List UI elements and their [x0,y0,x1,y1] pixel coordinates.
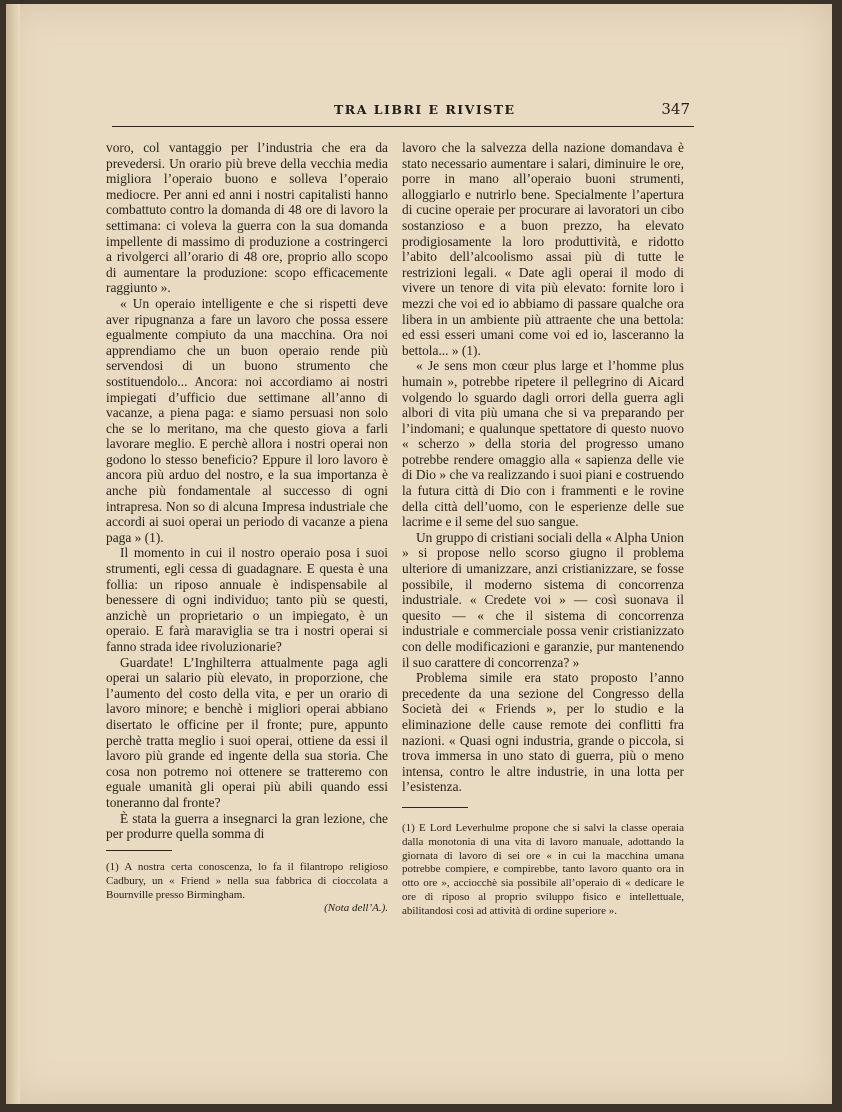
left-paragraph-5: È stata la guerra a insegnarci la gran lezione, che per produrre quella somma di [106,810,388,842]
page-number: 347 [661,100,690,118]
footnote-rule [402,807,468,808]
right-column [402,140,684,919]
right-paragraph-1: lavoro che la salvezza della nazione domandava è stato necessario aumentare i salari, diminuire le ore, porre in mano all’operaio buoni strumenti, alloggiarlo e nutrirlo bene. Specialmente l’apertura di cucine operaie per procurare ai lavoratori un cibo sostanzioso e a buon prezzo, ha elevato prodigiosamente la loro produttività, e ridotto l’abito dell’alcoolismo assai più di tutte le restrizioni legali. « Date agli operai il modo di vivere un tenore di vita più elevato: fornite loro i mezzi che voi ed io abbiamo di passare qualche ora libera in un ambiente più attraente che una bettola: ed essi esseri umani come voi ed io, lasceranno la bettola... » (1). [402,140,684,358]
footnote-rule [106,850,172,851]
right-paragraph-2: « Je sens mon cœur plus large et l’homme plus humain », potrebbe ripetere il pellegrino di Aicard volgendo lo sguardo dagli orrori della guerra agli albori di vita più umana che si va preparando per l’indomani; e qualunque spettatore di questo nuovo « scherzo » della storia del progresso umano potrebbe rendere omaggio alla « sapienza delle vie di Dio » che va realizzando i suoi piani e costruendo la futura città di Dio con i frammenti e le rovine della città dell’uomo, con le esperienze delle sue lacrime e il seme del suo sangue. [402,358,684,530]
left-paragraph-1: voro, col vantaggio per l’industria che era da prevedersi. Un orario più breve della vecchia media migliora l’operaio buono e solleva l’operaio mediocre. Per anni ed anni i nostri capitalisti hanno combattuto contro la domanda di 48 ore di lavoro la settimana: ci voleva la guerra con la sua domanda impellente di massimo di produzione a costringerci a rivolgerci all’orario di 48 ore, proprio allo scopo di aumentare la produzione: scopo efficacemente raggiunto ». [106,140,388,296]
left-footnote-block [106,850,388,916]
left-column [106,140,388,842]
footnote-signature: (Nota dell’A.). [324,902,388,915]
left-paragraph-3: Il momento in cui il nostro operaio posa i suoi strumenti, egli cessa di guadagnare. E questa è una follia: un riposo annuale è indispensabile al benessere di ogni individuo; tanto più se questi, anzichè un proprietario o un impiegato, è un operaio. E farà maraviglia se tra i nostri operai si fanno strada idee rivoluzionarie? [106,545,388,654]
left-paragraph-4: Guardate! L’Inghilterra attualmente paga agli operai un salario più elevato, in proporzione, che l’aumento del costo della vita, e per un orario di lavoro minore; e benchè i migliori operai abbiano disertato le officine per il fronte; pure, appunto perchè tratta meglio i suoi operai, ottiene da essi il lavoro più grande ed ingente della sua storia. Che cosa non potremo noi ottenere se tratteremo con eguale umanità gli operai più abili quando essi toneranno dal fronte? [106,654,388,810]
running-title: TRA LIBRI E RIVISTE [334,102,516,117]
right-footnote: (1) E Lord Leverhulme propone che si salvi la classe operaia dalla monotonia di una vita di lavoro manuale, adottando la giornata di lavoro di sei ore « in cui la macchina umana potrebbe compiere, e compirebbe, tanto lavoro quanto ora in otto ore », acciocchè sia possibile all’operaio di « dedicare le ore di riposo al proprio sviluppo fisico e intellettuale, abilitandosi così ad attività di ordine superiore ». [402,821,684,917]
left-footnote: (1) A nostra certa conoscenza, lo fa il filantropo religioso Cadbury, un « Friend » nella sua fabbrica di cioccolata a Bournville presso Birmingham. [106,861,388,901]
right-paragraph-3: Un gruppo di cristiani sociali della « Alpha Union » si propose nello scorso giugno il problema ulteriore di umanizzare, anzi cristianizzare, se fosse possibile, il moderno sistema di concorrenza industriale. « Credete voi » — così suonava il quesito — « che il sistema di concorrenza industriale e commerciale possa venir cristianizzato con delle modificazioni e garanzie, pur mantenendo il suo carattere di concorrenza? » [402,529,684,670]
left-paragraph-2: « Un operaio intelligente e che si rispetti deve aver ripugnanza a fare un lavoro che possa essere egualmente compiuto da una macchina. Ora noi apprendiamo che un buon operaio rende più servendosi di un buono strumento che sostituendolo... Ancora: noi accordiamo ai nostri impiegati d’ufficio due settimane all’anno di vacanze, a piena paga: e siamo persuasi non solo che se lo meritano, ma che questo giova a farli lavorare meglio. E perchè allora i nostri operai non godono lo stesso beneficio? Eppure il loro lavoro è ancora più arduo del nostro, e la sua importanza è anche più fondamentale al successo di ogni intrapresa. Non so di alcuna Impresa industriale che accordi ai suoi operai un periodo di vacanze a piena paga » (1). [106,295,388,545]
right-paragraph-4: Problema simile era stato proposto l’anno precedente da una sezione del Congresso della Società dei « Friends », per lo studio e la eliminazione delle cause remote dei conflitti fra nazioni. « Quasi ogni industria, grande o piccola, si trova immersa in uno stato di guerra, più o meno intensa, contro le altre industrie, in una lotta per l’esistenza. [402,670,684,795]
page-gutter [6,4,20,1104]
page-header [112,100,694,127]
